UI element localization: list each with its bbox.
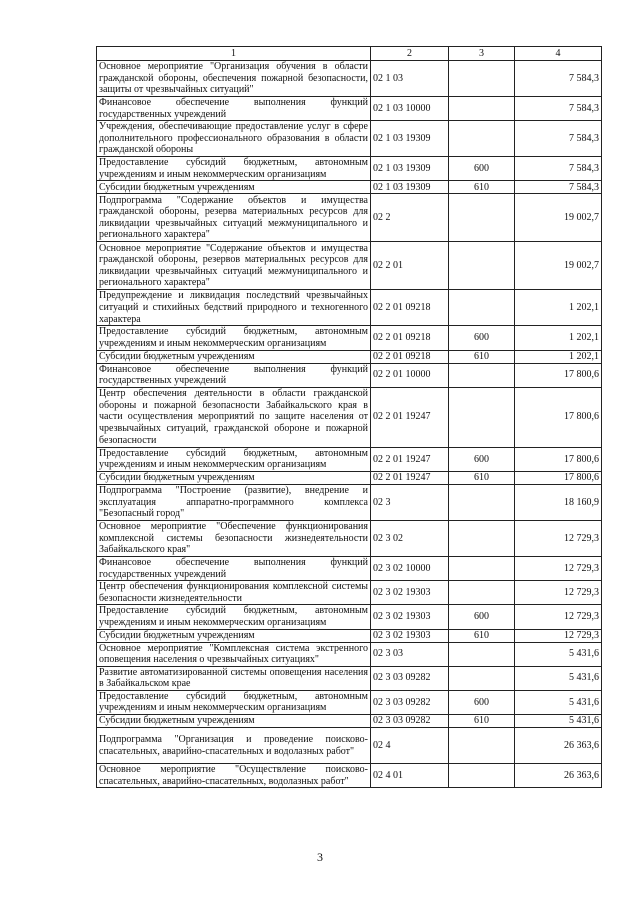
row-name: Учреждения, обеспечивающие предоставление услуг в сфере дополнительного профессионального образования в области гражданской обороны — [97, 121, 371, 157]
row-amount: 19 002,7 — [515, 194, 602, 242]
table-row — [97, 121, 602, 157]
row-type: 610 — [449, 629, 515, 642]
row-name: Субсидии бюджетным учреждениям — [97, 181, 371, 194]
row-code: 02 3 02 19303 — [371, 629, 449, 642]
row-type — [449, 484, 515, 520]
row-type — [449, 121, 515, 157]
row-code: 02 2 01 09218 — [371, 290, 449, 326]
row-name: Основное мероприятие "Комплексная система экстренного оповещения населения о чрезвычайных ситуациях" — [97, 642, 371, 666]
row-code: 02 2 01 — [371, 242, 449, 290]
table-row — [97, 556, 602, 580]
row-name: Подпрограмма "Организация и проведение поисково-спасательных, аварийно-спасательных и водолазных работ" — [97, 728, 371, 764]
row-code: 02 3 02 19303 — [371, 581, 449, 605]
row-name: Подпрограмма "Построение (развитие), внедрение и эксплуатация аппаратно-программного комплекса "Безопасный город" — [97, 484, 371, 520]
row-type — [449, 61, 515, 97]
row-type: 610 — [449, 471, 515, 484]
row-type — [449, 290, 515, 326]
row-name: Финансовое обеспечение выполнения функций государственных учреждений — [97, 556, 371, 580]
table-row — [97, 97, 602, 121]
row-amount: 18 160,9 — [515, 484, 602, 520]
row-name: Развитие автоматизированной системы оповещения населения в Забайкальском крае — [97, 666, 371, 690]
page-number: 3 — [317, 850, 323, 864]
row-name: Подпрограмма "Содержание объектов и имущества гражданской обороны, резерва материальных ресурсов для ликвидации чрезвычайных ситуаций межмуниципального и регионального характера" — [97, 194, 371, 242]
table-row — [97, 326, 602, 350]
table-row — [97, 666, 602, 690]
row-amount: 1 202,1 — [515, 350, 602, 363]
table-row — [97, 387, 602, 447]
row-type — [449, 556, 515, 580]
row-code: 02 2 01 09218 — [371, 326, 449, 350]
header-col2: 2 — [371, 47, 449, 61]
row-code: 02 1 03 — [371, 61, 449, 97]
row-name: Предупреждение и ликвидация последствий чрезвычайных ситуаций и стихийных бедствий природного и техногенного характера — [97, 290, 371, 326]
row-name: Основное мероприятие "Содержание объектов и имущества гражданской обороны, резервов материальных ресурсов для ликвидации чрезвычайных ситуаций межмуниципального и регионального характера" — [97, 242, 371, 290]
header-col3: 3 — [449, 47, 515, 61]
row-code: 02 3 03 09282 — [371, 666, 449, 690]
row-code: 02 3 03 — [371, 642, 449, 666]
row-amount: 7 584,3 — [515, 97, 602, 121]
table-row — [97, 690, 602, 714]
row-type — [449, 520, 515, 556]
row-amount: 7 584,3 — [515, 121, 602, 157]
row-amount: 12 729,3 — [515, 629, 602, 642]
header-row — [97, 47, 602, 61]
row-name: Предоставление субсидий бюджетным, автономным учреждениям и иным некоммерческим организациям — [97, 690, 371, 714]
row-type — [449, 764, 515, 788]
header-col4: 4 — [515, 47, 602, 61]
table-row — [97, 181, 602, 194]
row-code: 02 2 01 19247 — [371, 447, 449, 471]
row-name: Центр обеспечения деятельности в области гражданской обороны и пожарной безопасности Забайкальского края в части осуществления мероприятий по защите населения от чрезвычайных ситуаций, гражданской обороне и пожарной безопасности — [97, 387, 371, 447]
row-name: Субсидии бюджетным учреждениям — [97, 629, 371, 642]
row-code: 02 2 01 19247 — [371, 471, 449, 484]
row-type: 600 — [449, 157, 515, 181]
row-amount: 5 431,6 — [515, 642, 602, 666]
row-code: 02 2 01 09218 — [371, 350, 449, 363]
row-type — [449, 581, 515, 605]
table-row — [97, 471, 602, 484]
row-amount: 5 431,6 — [515, 666, 602, 690]
row-name: Основное мероприятие "Организация обучения в области гражданской обороны, обеспечения пожарной безопасности, защиты от чрезвычайных ситуаций" — [97, 61, 371, 97]
row-amount: 17 800,6 — [515, 387, 602, 447]
row-amount: 12 729,3 — [515, 520, 602, 556]
table-row — [97, 350, 602, 363]
row-type — [449, 666, 515, 690]
row-amount: 26 363,6 — [515, 764, 602, 788]
row-amount: 7 584,3 — [515, 61, 602, 97]
row-code: 02 1 03 19309 — [371, 181, 449, 194]
row-name: Основное мероприятие "Осуществление поисково-спасательных, аварийно-спасательных, водолазных работ" — [97, 764, 371, 788]
row-code: 02 3 — [371, 484, 449, 520]
row-name: Предоставление субсидий бюджетным, автономным учреждениям и иным некоммерческим организациям — [97, 157, 371, 181]
row-name: Субсидии бюджетным учреждениям — [97, 715, 371, 728]
table-row — [97, 715, 602, 728]
row-code: 02 2 01 10000 — [371, 363, 449, 387]
row-code: 02 4 — [371, 728, 449, 764]
row-amount: 17 800,6 — [515, 447, 602, 471]
row-code: 02 3 02 10000 — [371, 556, 449, 580]
row-code: 02 2 — [371, 194, 449, 242]
table-row — [97, 764, 602, 788]
row-code: 02 1 03 19309 — [371, 121, 449, 157]
row-amount: 17 800,6 — [515, 471, 602, 484]
row-code: 02 1 03 10000 — [371, 97, 449, 121]
row-amount: 7 584,3 — [515, 181, 602, 194]
row-amount: 5 431,6 — [515, 715, 602, 728]
row-amount: 12 729,3 — [515, 556, 602, 580]
table-row — [97, 290, 602, 326]
row-name: Субсидии бюджетным учреждениям — [97, 350, 371, 363]
row-code: 02 3 02 19303 — [371, 605, 449, 629]
row-type — [449, 97, 515, 121]
row-type — [449, 194, 515, 242]
row-amount: 7 584,3 — [515, 157, 602, 181]
row-name: Предоставление субсидий бюджетным, автономным учреждениям и иным некоммерческим организациям — [97, 326, 371, 350]
table-row — [97, 728, 602, 764]
row-type: 610 — [449, 350, 515, 363]
table-row — [97, 242, 602, 290]
row-type: 610 — [449, 181, 515, 194]
row-code: 02 1 03 19309 — [371, 157, 449, 181]
table-row — [97, 484, 602, 520]
row-name: Финансовое обеспечение выполнения функций государственных учреждений — [97, 363, 371, 387]
row-type — [449, 387, 515, 447]
row-name: Субсидии бюджетным учреждениям — [97, 471, 371, 484]
row-type: 600 — [449, 605, 515, 629]
row-type: 600 — [449, 326, 515, 350]
header-col1: 1 — [97, 47, 371, 61]
row-amount: 12 729,3 — [515, 581, 602, 605]
row-code: 02 2 01 19247 — [371, 387, 449, 447]
table-row — [97, 447, 602, 471]
row-amount: 1 202,1 — [515, 326, 602, 350]
row-name: Предоставление субсидий бюджетным, автономным учреждениям и иным некоммерческим организациям — [97, 447, 371, 471]
row-code: 02 3 02 — [371, 520, 449, 556]
row-type: 600 — [449, 447, 515, 471]
row-amount: 1 202,1 — [515, 290, 602, 326]
table-row — [97, 61, 602, 97]
table-row — [97, 642, 602, 666]
table-row — [97, 157, 602, 181]
row-code: 02 4 01 — [371, 764, 449, 788]
row-code: 02 3 03 09282 — [371, 690, 449, 714]
table-row — [97, 520, 602, 556]
row-amount: 5 431,6 — [515, 690, 602, 714]
row-amount: 19 002,7 — [515, 242, 602, 290]
table-row — [97, 363, 602, 387]
row-amount: 26 363,6 — [515, 728, 602, 764]
budget-table — [96, 46, 602, 788]
row-amount: 12 729,3 — [515, 605, 602, 629]
table-body — [97, 47, 602, 788]
row-name: Финансовое обеспечение выполнения функций государственных учреждений — [97, 97, 371, 121]
row-name: Центр обеспечения функционирования комплексной системы безопасности жизнедеятельности — [97, 581, 371, 605]
table-row — [97, 605, 602, 629]
table-row — [97, 629, 602, 642]
table-row — [97, 581, 602, 605]
row-type: 600 — [449, 690, 515, 714]
row-type — [449, 728, 515, 764]
row-type — [449, 242, 515, 290]
table-row — [97, 194, 602, 242]
row-code: 02 3 03 09282 — [371, 715, 449, 728]
row-type — [449, 642, 515, 666]
row-name: Предоставление субсидий бюджетным, автономным учреждениям и иным некоммерческим организациям — [97, 605, 371, 629]
row-name: Основное мероприятие "Обеспечение функционирования комплексной системы безопасности жизнедеятельности Забайкальского края" — [97, 520, 371, 556]
row-type: 610 — [449, 715, 515, 728]
row-type — [449, 363, 515, 387]
row-amount: 17 800,6 — [515, 363, 602, 387]
